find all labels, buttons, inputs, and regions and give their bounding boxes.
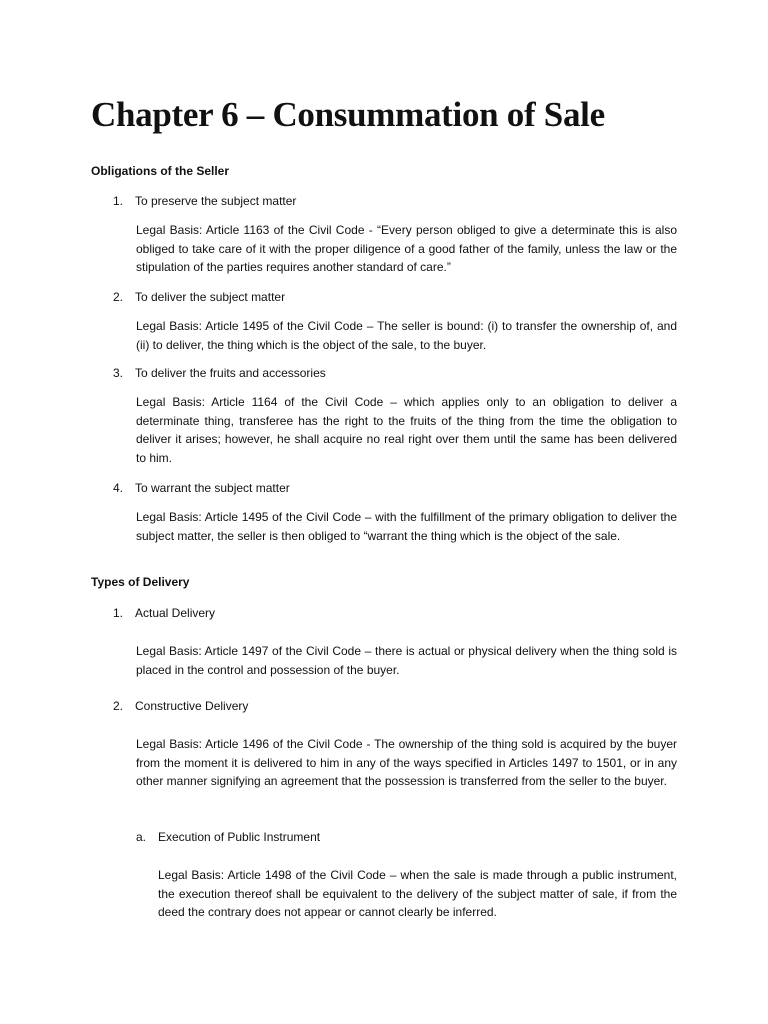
sub-list-item-label: Execution of Public Instrument [158,830,321,844]
list-item [113,697,248,716]
legal-basis-paragraph: Legal Basis: Article 1495 of the Civil Code – with the fulfillment of the primary obligation to deliver the subject matter, the seller is then obliged to “warrant the thing which is the object of the sale. [136,510,677,543]
list-item-number: 3. [113,366,124,380]
legal-basis-paragraph: Legal Basis: Article 1495 of the Civil Code – The seller is bound: (i) to transfer the ownership of, and (ii) to deliver, the thing which is the object of the sale, to the buyer. [136,319,677,352]
list-item [113,192,296,211]
legal-basis-paragraph: Legal Basis: Article 1496 of the Civil Code - The ownership of the thing sold is acquired by the buyer from the moment it is delivered to him in any of the ways specified in Articles 1497 to 1501, or in any other manner signifying an agreement that the possession is transferred from the seller to the buyer. [136,737,677,788]
legal-basis-paragraph: Legal Basis: Article 1498 of the Civil Code – when the sale is made through a public instrument, the execution thereof shall be equivalent to the delivery of the subject matter of sale, if from the deed the contrary does not appear or cannot clearly be inferred. [158,868,677,919]
list-item-number: 1. [113,194,124,208]
list-item-label: Actual Delivery [135,606,216,620]
sub-list-item [136,828,320,847]
list-item-number: 1. [113,606,124,620]
legal-basis-paragraph: Legal Basis: Article 1497 of the Civil Code – there is actual or physical delivery when the thing sold is placed in the control and possession of the buyer. [136,644,677,677]
chapter-title: Chapter 6 – Consummation of Sale [91,95,605,134]
list-item-label: To deliver the fruits and accessories [135,366,326,380]
list-item-label: To preserve the subject matter [135,194,297,208]
sub-list-item-letter: a. [136,830,147,844]
list-item-number: 2. [113,699,124,713]
list-item [113,604,215,623]
list-item [113,479,290,498]
legal-basis-paragraph: Legal Basis: Article 1164 of the Civil Code – which applies only to an obligation to deliver a determinate thing, transferee has the right to the fruits of the thing from the time the obligation to deliver it arises; however, he shall acquire no real right over them until the same has been delivered to him. [136,395,677,465]
list-item [113,288,285,307]
list-item [113,364,326,383]
section-heading-delivery: Types of Delivery [91,575,190,589]
list-item-label: To deliver the subject matter [135,290,286,304]
list-item-number: 2. [113,290,124,304]
legal-basis-paragraph: Legal Basis: Article 1163 of the Civil Code - “Every person obliged to give a determinate this is also obliged to take care of it with the proper diligence of a good father of the family, unless the law or the stipulation of the parties requires another standard of care.” [136,223,677,274]
section-heading-obligations: Obligations of the Seller [91,164,230,178]
list-item-number: 4. [113,481,124,495]
list-item-label: To warrant the subject matter [135,481,290,495]
list-item-label: Constructive Delivery [135,699,249,713]
